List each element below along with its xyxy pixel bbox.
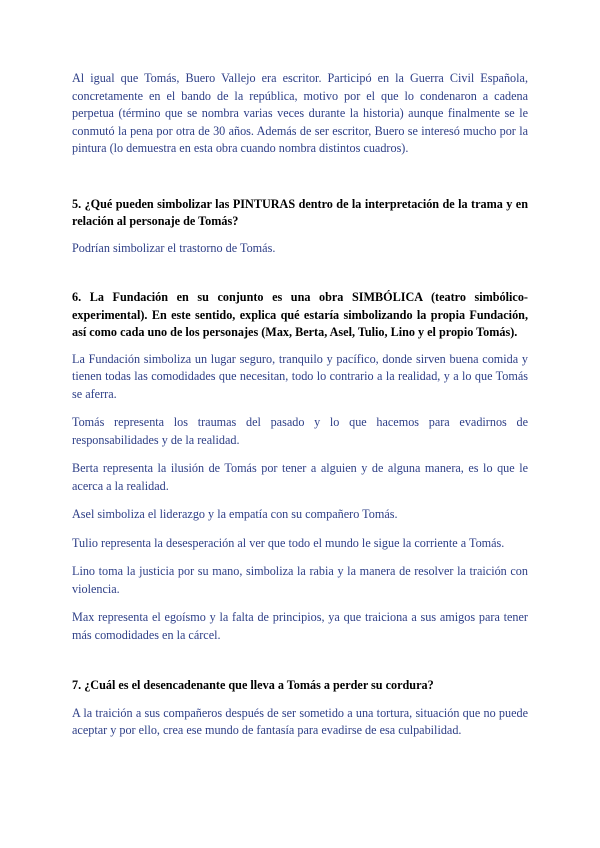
question-6: 6. La Fundación en su conjunto es una obra SIMBÓLICA (teatro simbólico-experimental). En este sentido, explica qué estaría simbolizando la propia Fundación, así como cada uno de los personajes (Max, Berta, Asel, Tulio, Lino y el propio Tomás). [72,290,528,339]
question-7: 7. ¿Cuál es el desencadenante que lleva a Tomás a perder su cordura? [72,678,434,692]
answer-6-max: Max representa el egoísmo y la falta de principios, ya que traiciona a sus amigos para tener más comodidades en la cárcel. [72,610,528,642]
answer-6-asel: Asel simboliza el liderazgo y la empatía con su compañero Tomás. [72,507,398,521]
answer-5: Podrían simbolizar el trastorno de Tomás. [72,240,276,255]
intro-paragraph: Al igual que Tomás, Buero Vallejo era escritor. Participó en la Guerra Civil Española, concretamente en el bando de la república, motivo por el que lo condenaron a cadena perpetua (término que se nombra varias veces durante la historia) aunque finalmente se le conmutó la pena por otra de 30 años. Además de ser escritor, Buero se interesó mucho por la pintura (lo demuestra en esta obra cuando nombra distintos cuadros). [72,71,528,155]
answer-6-fundacion: La Fundación simboliza un lugar seguro, tranquilo y pacífico, donde sirven buena comida y tienen todas las comodidades que necesitan, todo lo contrario a la realidad, y a lo que Tomás se aferra. [72,351,528,401]
answer-7: A la traición a sus compañeros después de ser sometido a una tortura, situación que no puede aceptar y por ello, crea ese mundo de fantasía para evadirse de esa culpabilidad. [72,705,528,737]
document-page [72,70,528,740]
answer-6-tulio: Tulio representa la desesperación al ver que todo el mundo le sigue la corriente a Tomás. [72,535,505,550]
answer-6-lino: Lino toma la justicia por su mano, simboliza la rabia y la manera de resolver la traición con violencia. [72,564,528,596]
question-5: 5. ¿Qué pueden simbolizar las PINTURAS dentro de la interpretación de la trama y en relación al personaje de Tomás? [72,196,528,228]
answer-6-berta: Berta representa la ilusión de Tomás por tener a alguien y de alguna manera, es lo que le acerca a la realidad. [72,461,528,493]
answer-6-tomas: Tomás representa los traumas del pasado y lo que hacemos para evadirnos de responsabilidades y de la realidad. [72,415,528,447]
